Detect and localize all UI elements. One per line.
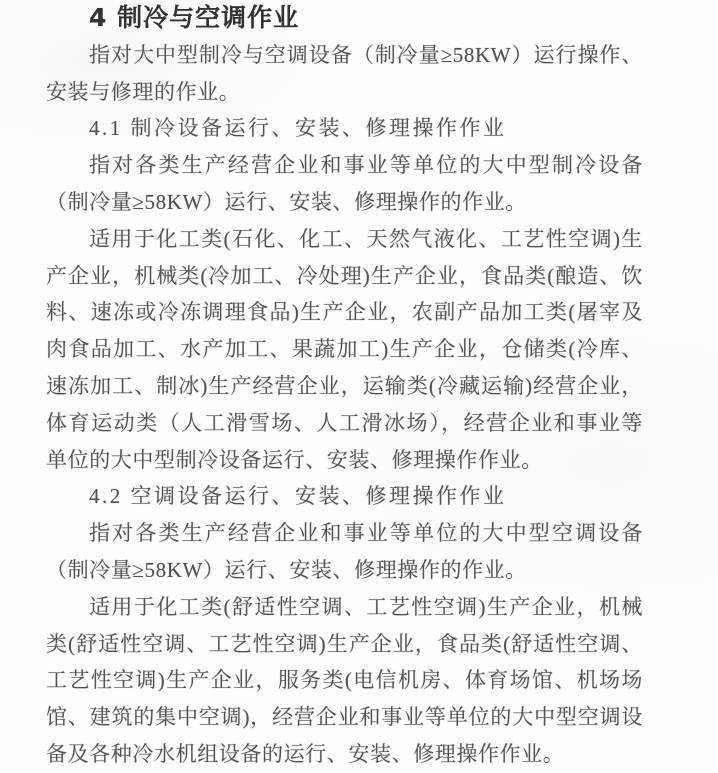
text-line: 指对各类生产经营企业和事业等单位的大中型制冷设备 (89, 153, 643, 178)
text-line: 肉食品加工、水产加工、果蔬加工)生产企业，仓储类(冷库、 (46, 337, 643, 362)
text-line: 适用于化工类(石化、化工、天然气液化、工艺性空调)生 (89, 226, 643, 251)
text-line: 指对各类生产经营企业和事业等单位的大中型空调设备 (89, 521, 643, 546)
text-line: 单位的大中型制冷设备运行、安装、修理操作作业。 (46, 447, 543, 472)
subsection-heading: 4.2 空调设备运行、安装、修理操作作业 (89, 484, 507, 509)
text-line: 馆、建筑的集中空调)，经营企业和事业等单位的大中型空调设 (46, 705, 643, 730)
text-line: 备及各种冷水机组设备的运行、安装、修理操作作业。 (46, 741, 565, 766)
text-line: 料、速冻或冷冻调理食品)生产企业，农副产品加工类(屠宰及 (46, 300, 643, 325)
text-line: 产企业，机械类(冷加工、冷处理)生产企业，食品类(酿造、饮 (46, 263, 643, 288)
text-line: 体育运动类（人工滑雪场、人工滑冰场），经营企业和事业等 (46, 410, 643, 435)
text-line: 速冻加工、制冰)生产经营企业，运输类(冷藏运输)经营企业， (46, 373, 643, 398)
text-line: 类(舒适性空调、工艺性空调)生产企业，食品类(舒适性空调、 (46, 631, 643, 656)
text-line: （制冷量≥58KW）运行、安装、修理操作的作业。 (46, 189, 527, 214)
document-body (46, 0, 643, 773)
text-line: 工艺性空调)生产企业，服务类(电信机房、体育场馆、机场场 (46, 668, 643, 693)
text-line: 安装与修理的作业。 (46, 79, 241, 104)
text-line: 指对大中型制冷与空调设备（制冷量≥58KW）运行操作、 (89, 42, 643, 67)
text-line: （制冷量≥58KW）运行、安装、修理操作的作业。 (46, 557, 527, 582)
section-heading: 4 制冷与空调作业 (89, 3, 300, 32)
subsection-heading: 4.1 制冷设备运行、安装、修理操作作业 (89, 116, 507, 141)
text-line: 适用于化工类(舒适性空调、工艺性空调)生产企业，机械 (89, 594, 643, 619)
